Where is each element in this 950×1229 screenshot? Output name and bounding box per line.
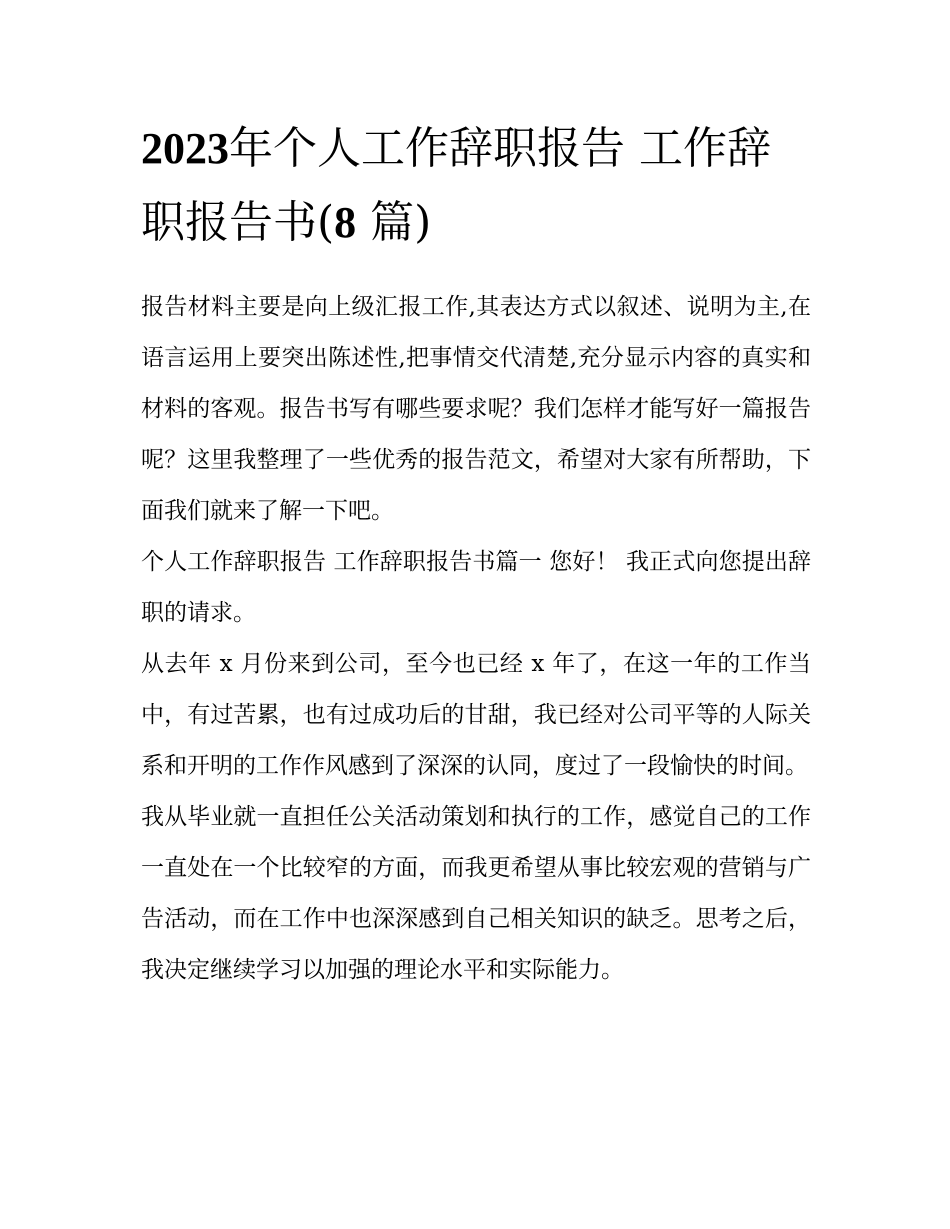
paragraph-intro: 报告材料主要是向上级汇报工作,其表达方式以叙述、说明为主,在语言运用上要突出陈述性,把事情交代清楚,充分显示内容的真实和材料的客观。报告书写有哪些要求呢？我们怎样才能写好一篇报告呢？这里我整理了一些优秀的报告范文，希望对大家有所帮助，下面我们就来了解一下吧。 [141, 294, 811, 524]
paragraph-reason: 我从毕业就一直担任公关活动策划和执行的工作，感觉自己的工作一直处在一个比较窄的方面，而我更希望从事比较宏观的营销与广告活动，而在工作中也深深感到自己相关知识的缺乏。思考之后，我决定继续学习以加强的理论水平和实际能力。 [141, 804, 811, 983]
paragraph-greeting: 个人工作辞职报告 工作辞职报告书篇一 您好！ 我正式向您提出辞职的请求。 [141, 549, 811, 626]
document-page [141, 112, 811, 996]
title-count: 8 [334, 198, 357, 247]
paragraph-experience: 从去年 x 月份来到公司，至今也已经 x 年了，在这一年的工作当中，有过苦累，也有过成功后的甘甜，我已经对公司平等的人际关系和开明的工作作风感到了深深的认同，度过了一段愉快的时间。 [141, 651, 811, 779]
title-suffix: 篇) [356, 197, 432, 248]
title-text: 年个人工作辞职报告 工作辞职报告书( [141, 123, 771, 248]
title-year: 2023 [141, 124, 229, 173]
document-title [141, 112, 811, 260]
